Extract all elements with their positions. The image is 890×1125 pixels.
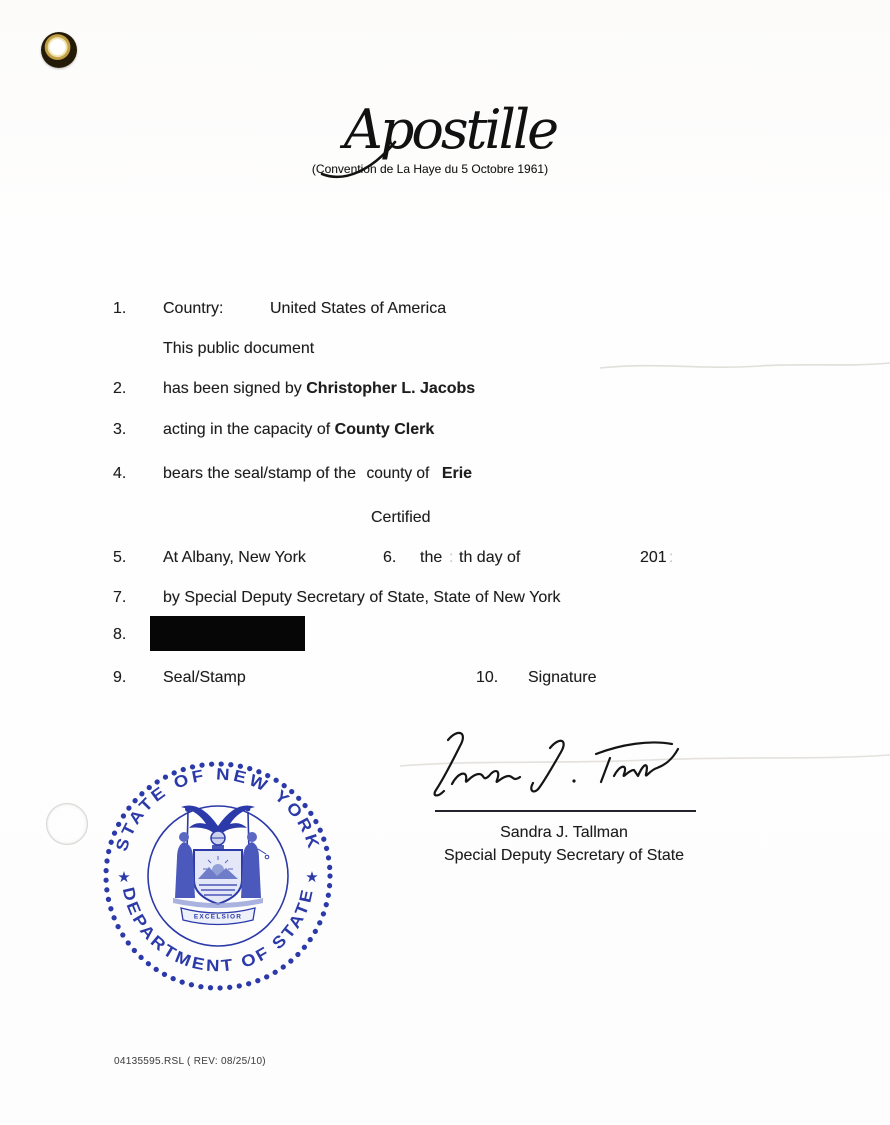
item2-text: has been signed by Christopher L. Jacobs	[163, 380, 476, 397]
document-reference-number: 04135595.RSL ( REV: 08/25/10)	[114, 1056, 266, 1067]
signatory-name: Sandra J. Tallman	[500, 824, 628, 841]
seal-motto: EXCELSIOR	[193, 913, 243, 921]
seal-coat-of-arms	[173, 806, 269, 925]
item9-number: 9.	[113, 669, 127, 686]
seal-bottom-text: DEPARTMENT OF STATE	[118, 885, 317, 976]
signer-capacity: County Clerk	[334, 421, 435, 438]
item6-number: 6.	[383, 549, 397, 566]
item7-text: by Special Deputy Secretary of State, State of New York	[163, 589, 561, 606]
department-of-state-seal	[88, 746, 348, 1006]
item1-label: Country:	[163, 300, 224, 317]
item10-number: 10.	[476, 669, 499, 686]
item6-faint-year-remnant: :	[669, 549, 674, 566]
embossed-seal-impression	[46, 803, 88, 845]
item4-number: 4.	[113, 465, 127, 482]
item6-year: 201	[640, 549, 667, 566]
item8-redaction-box	[150, 616, 305, 651]
item8-number: 8.	[113, 626, 127, 643]
seal-authority-insert: county of	[366, 465, 430, 482]
signatory-title: Special Deputy Secretary of State	[443, 847, 685, 864]
star-icon: ★	[117, 869, 131, 886]
county-name: Erie	[441, 465, 473, 482]
liberty-figure	[175, 832, 195, 898]
star-icon: ★	[305, 869, 319, 886]
item6-th-day-of: th day of	[459, 549, 521, 566]
item5-number: 5.	[113, 549, 127, 566]
certified-label: Certified	[371, 509, 431, 526]
item9-text: Seal/Stamp	[163, 669, 246, 686]
item1b-text: This public document	[163, 340, 315, 357]
item10-text: Signature	[528, 669, 597, 686]
signature-line	[435, 810, 696, 812]
justice-figure	[241, 832, 269, 898]
item5-text: At Albany, New York	[163, 549, 306, 566]
item3-text: acting in the capacity of County Clerk	[163, 421, 435, 438]
brass-grommet	[41, 32, 77, 68]
page-title: Apostille	[343, 98, 557, 161]
item6-the: the	[420, 549, 443, 566]
item4-text: bears the seal/stamp of the county of Erie	[163, 465, 473, 482]
seal-top-text: STATE OF NEW YORK	[112, 765, 323, 854]
item7-number: 7.	[113, 589, 127, 606]
item1-value: United States of America	[270, 300, 447, 317]
eagle-icon	[181, 806, 255, 833]
item6-faint-day-remnant: :	[449, 549, 454, 566]
item1-number: 1.	[113, 300, 127, 317]
item3-number: 3.	[113, 421, 127, 438]
title-subtitle: (Convention de La Haye du 5 Octobre 1961)	[311, 162, 549, 176]
item2-number: 2.	[113, 380, 127, 397]
handwritten-signature	[400, 718, 700, 813]
signer-name: Christopher L. Jacobs	[306, 380, 476, 397]
